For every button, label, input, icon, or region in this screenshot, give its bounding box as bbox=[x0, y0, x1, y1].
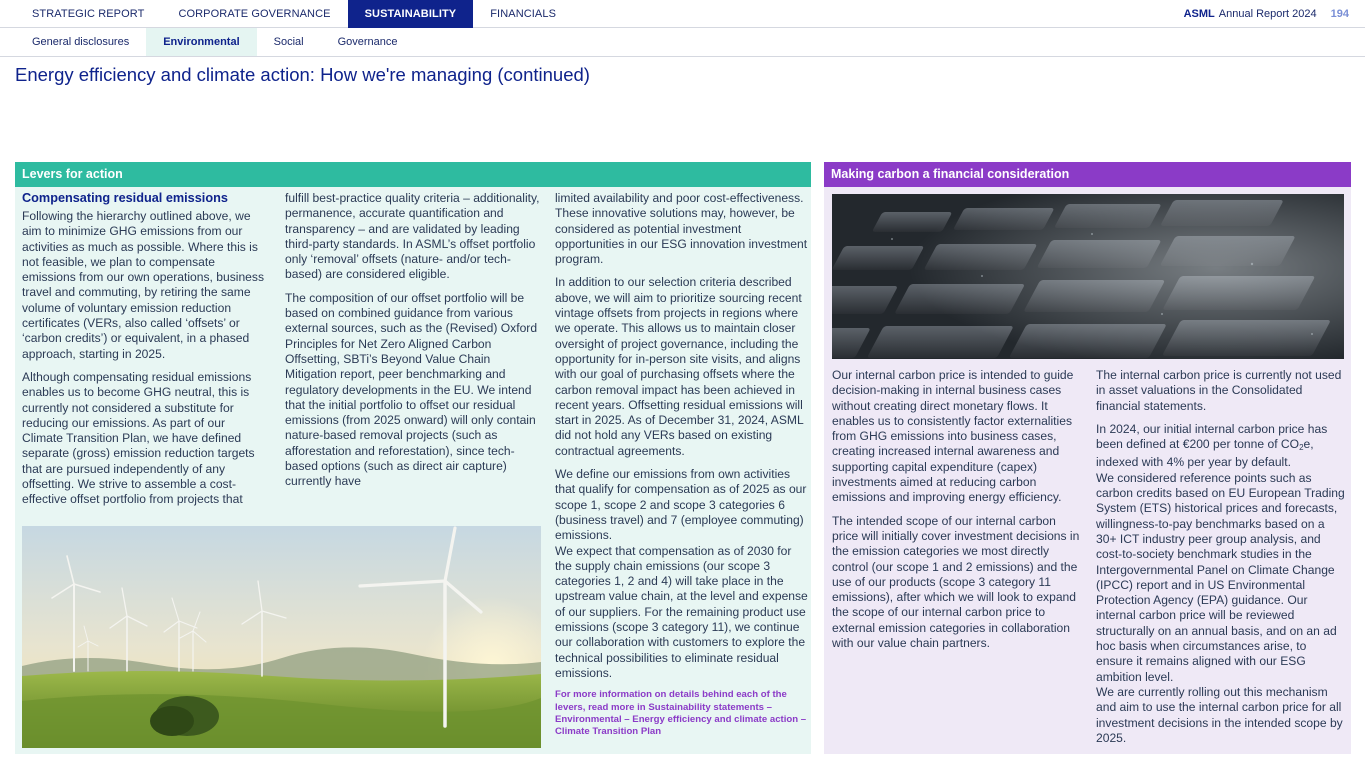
paragraph: In addition to our selection criteria described above, we will aim to prioritize sourcing recent vintage offsets from projects in regions where we operate. This allows us to maintain closer oversight of project governance, including the opportunity for in-person site visits, and aligns with our goal of purchasing offsets where the carbon removal impact has been achieved in recent years. Offsetting residual emissions will start in 2025. As of December 31, 2024, ASML did not hold any VERs based on existing contractual agreements. bbox=[555, 275, 804, 458]
carbon-column-1 bbox=[832, 368, 1082, 659]
carbon-header: Making carbon a financial consideration bbox=[824, 162, 1351, 187]
circuit-board-illustration bbox=[832, 194, 1344, 359]
more-info-link[interactable]: For more information on details behind each of the levers, read more in Sustainability statements – Environmental – Energy efficiency and climate action – Climate Transition Plan bbox=[555, 689, 807, 738]
paragraph: fulfill best-practice quality criteria – additionality, permanence, accurate quantification and transparency – and are validated by leading third-party standards. In ASML’s offset portfolio only ‘removal’ offsets (nature- and/or tech-based) are considered eligible. bbox=[285, 191, 540, 282]
text-span: e, indexed with 4% per year by default. bbox=[1096, 437, 1314, 470]
wind-turbines-illustration bbox=[22, 526, 541, 748]
report-info bbox=[1184, 8, 1365, 20]
circuit-board-photo bbox=[832, 194, 1344, 359]
nav-financials[interactable]: FINANCIALS bbox=[490, 7, 557, 20]
paragraph: We expect that compensation as of 2030 for the supply chain emissions (our scope 3 categories 1, 2 and 4) will take place in the upstream value chain, at the level and expense of our suppliers. For the remaining product use emissions (scope 3 category 11), we continue our collaboration with customers to explore the technical possibilities to eliminate residual emissions. bbox=[555, 543, 808, 680]
top-nav bbox=[0, 0, 1365, 28]
page-title: Energy efficiency and climate action: How we're managing (continued) bbox=[15, 64, 590, 85]
paragraph: limited availability and poor cost-effectiveness. These innovative solutions may, however, be considered as potential investment opportunities in our ESG innovation investment program. bbox=[555, 191, 808, 267]
nav-strategic-report[interactable]: STRATEGIC REPORT bbox=[32, 7, 145, 20]
tab-environmental[interactable]: Environmental bbox=[146, 28, 256, 56]
paragraph bbox=[1096, 422, 1345, 471]
tab-governance[interactable]: Governance bbox=[337, 36, 398, 48]
paragraph: The composition of our offset portfolio will be based on combined guidance from various external sources, such as the (Revised) Oxford Principles for Net Zero Aligned Carbon Offsetting, SBTi’s Beyond Value Chain Mitigation report, peer benchmarking and regulatory developments in the EU. We intend that the initial portfolio to offset our residual emissions (from 2025 onward) will only contain nature-based removal projects (such as afforestation and reforestation), since tech-based options (such as direct air capture) currently have bbox=[285, 290, 538, 489]
sub-nav bbox=[0, 28, 1365, 57]
paragraph: Following the hierarchy outlined above, we aim to minimize GHG emissions from our activities as much as possible. Where this is not feasible, we plan to compensate emissions from our own operations, business travel and commuting, by retiring the same volume of voluntary emission reduction certificates (VERs, also called ‘offsets’ or ‘carbon credits’) or equivalent, in a phased approach, starting in 2025. bbox=[22, 209, 264, 361]
paragraph: The intended scope of our internal carbon price will initially cover investment decisions in the emission categories we most directly control (our scope 1 and 2 emissions) and the use of our products (scope 3 category 11 emissions), after which we will look to expand the scope of our internal carbon price to external emission categories in collaboration with our value chain partners. bbox=[832, 513, 1080, 651]
paragraph: Although compensating residual emissions enables us to become GHG neutral, this is currently not considered a substitute for reducing our emissions. As part of our Climate Transition Plan, we have defined separate (gross) emission reduction targets that are pursued independently of any offsetting. We strive to assemble a cost-effective offset portfolio from projects that bbox=[22, 369, 255, 507]
paragraph: The internal carbon price is currently not used in asset valuations in the Consolidated financial statements. bbox=[1096, 368, 1342, 413]
section-heading: Compensating residual emissions bbox=[22, 191, 228, 205]
page-number: 194 bbox=[1330, 7, 1349, 20]
paragraph: We are currently rolling out this mechanism and aim to use the internal carbon price for all investment decisions in the intended scope by 2025. bbox=[1096, 684, 1343, 745]
levers-column-3 bbox=[555, 191, 809, 738]
tab-social[interactable]: Social bbox=[273, 36, 304, 48]
paragraph: We considered reference points such as carbon credits based on EU European Trading System (ETS) historical prices and forecasts, willingness-to-pay benchmarks based on a 30+ ICT industry peer group analysis, and cost-to-society benchmark studies in the Intergovernmental Panel on Climate Change (IPCC) report and in US Environmental Protection Agency (EPA) guidance. Our internal carbon price will be reviewed structurally on an annual basis, and on an ad hoc basis when circumstances arise, to ensure it remains aligned with our ESG ambition level. bbox=[1096, 470, 1345, 684]
tab-general-disclosures[interactable]: General disclosures bbox=[32, 36, 130, 48]
nav-corporate-governance[interactable]: CORPORATE GOVERNANCE bbox=[178, 7, 331, 20]
nav-sustainability[interactable]: SUSTAINABILITY bbox=[348, 0, 474, 28]
paragraph: We define our emissions from own activities that qualify for compensation as of 2025 as our scope 1, scope 2 and scope 3 categories 6 (business travel) and 7 (employee commuting) emissions. bbox=[555, 467, 807, 543]
report-name: Annual Report 2024 bbox=[1218, 7, 1317, 20]
text-span: In 2024, our initial internal carbon price has been defined at €200 per tonne of CO bbox=[1096, 421, 1328, 452]
levers-header: Levers for action bbox=[15, 162, 811, 187]
levers-column-2 bbox=[285, 191, 541, 498]
carbon-column-2 bbox=[1096, 368, 1345, 754]
levers-column-1 bbox=[22, 191, 268, 516]
wind-turbines-photo bbox=[22, 526, 541, 748]
brand-name: ASML bbox=[1183, 7, 1215, 20]
subscript: 2 bbox=[1299, 443, 1304, 453]
paragraph: Our internal carbon price is intended to guide decision-making in internal business cases without creating direct monetary flows. It enables us to consistently factor externalities from GHG emissions into business cases, creating increased internal awareness and supporting capital expenditure (capex) investments aimed at reducing carbon emissions and improving energy efficiency. bbox=[832, 368, 1074, 505]
